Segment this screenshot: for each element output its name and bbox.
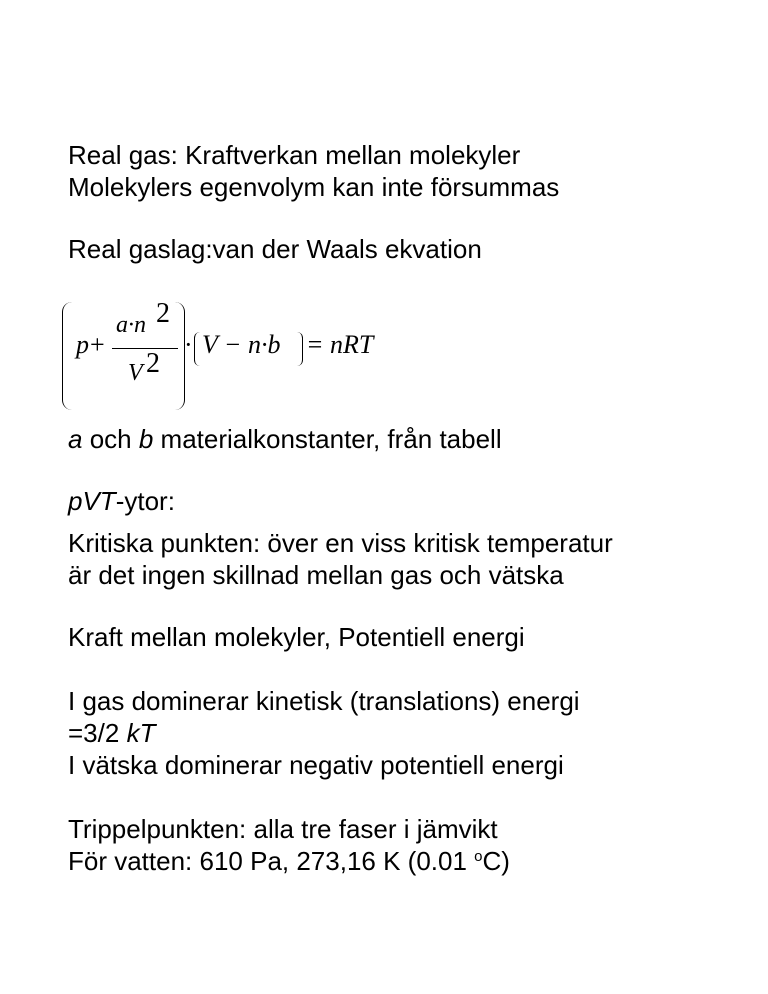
eq-dot: ·: [184, 330, 193, 359]
text-ytor: -ytor:: [115, 486, 175, 516]
small-right-paren: [296, 332, 303, 366]
eq-rest: V − n·b: [202, 330, 281, 359]
eq-den-exponent: 2: [146, 348, 160, 379]
text-line-pvt: [68, 486, 175, 516]
degree-symbol: o: [474, 848, 483, 865]
text-line-kritiska: Kritiska punkten: över en viss kritisk temperatur: [68, 528, 613, 558]
var-a: a: [68, 424, 83, 454]
eq-p: p: [76, 330, 89, 359]
text-line-vatska: I vätska dominerar negativ potentiell energi: [68, 750, 564, 780]
text-three-halves: =3/2: [68, 718, 127, 748]
text-line-van-der-waals: Real gaslag:van der Waals ekvation: [68, 234, 482, 264]
eq-rhs: = nRT: [306, 330, 374, 359]
left-paren: [62, 302, 73, 410]
eq-denominator: V: [128, 360, 143, 386]
text-line-material-constants: [68, 424, 502, 454]
fraction-bar: [112, 348, 178, 349]
text-och: och: [82, 424, 139, 454]
text-line-trippelpunkten: Trippelpunkten: alla tre faser i jämvikt: [68, 814, 498, 844]
var-b: b: [138, 424, 154, 454]
eq-num-exponent: 2: [156, 298, 170, 329]
eq-numerator: a·n: [116, 312, 146, 338]
text-line-gas-kinetisk: I gas dominerar kinetisk (translations) energi: [68, 686, 580, 716]
text-line-real-gas: Real gas: Kraftverkan mellan molekyler: [68, 140, 521, 170]
eq-plus: +: [90, 330, 105, 359]
text-celsius: C): [482, 846, 510, 876]
text-materialkonstanter: materialkonstanter, från tabell: [153, 424, 502, 454]
text-vatten-values: För vatten: 610 Pa, 273,16 K (0.01: [68, 846, 475, 876]
van-der-waals-equation: [62, 298, 382, 418]
pvt-label: pVT: [68, 486, 116, 516]
small-left-paren: [194, 332, 201, 366]
text-line-kraft: Kraft mellan molekyler, Potentiell energi: [68, 622, 525, 652]
text-line-skillnad: är det ingen skillnad mellan gas och vätska: [68, 560, 564, 590]
text-line-vatten: [68, 846, 510, 876]
var-kt: kT: [126, 718, 156, 748]
text-line-kt: [68, 718, 155, 748]
text-line-egenvolym: Molekylers egenvolym kan inte försummas: [68, 172, 560, 202]
